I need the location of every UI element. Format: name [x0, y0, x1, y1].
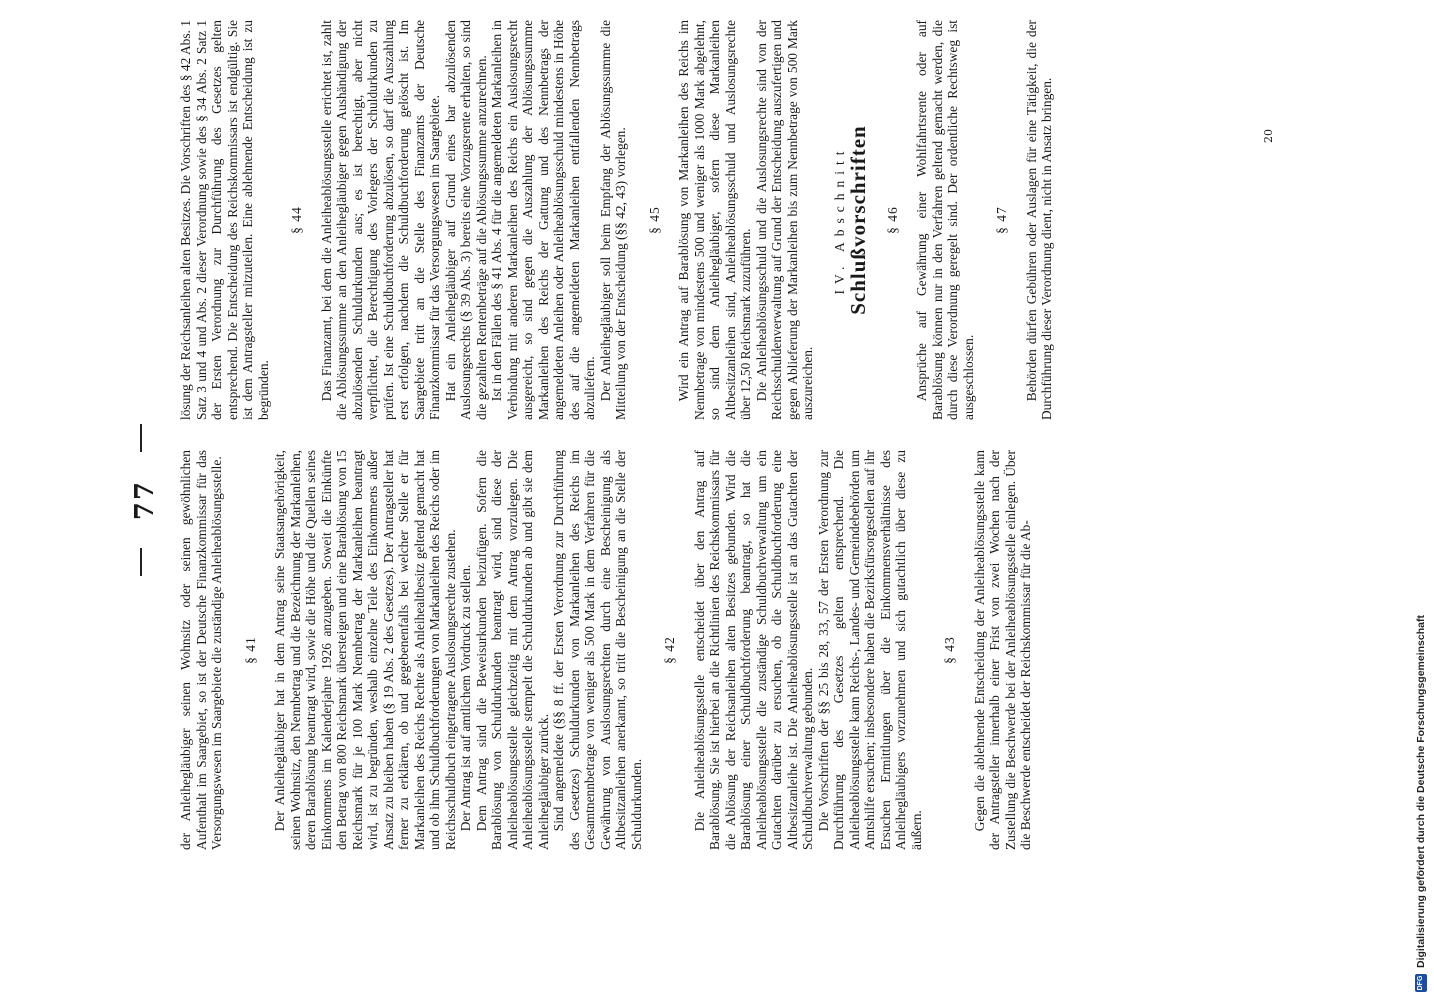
sheet-signature-number: 20 [1262, 129, 1275, 143]
section-42-paragraph-2: Die Vorschriften der §§ 25 bis 28, 33, 57 der Ersten Verordnung zur Durchführung des Gesetzes gelten entsprechend. Die Anleiheablösungsstelle kann Reichs-, Landes- und Gemeindebehörden um Amtshilfe ersuchen; insbesondere haben die Bezirksfürsorgestellen auf ihr Ersuchen Ermittlungen über die Einkommensverhältnisse des Anleihegläubigers vorzunehmen und sich gutachtlich über diese zu äußern. [815, 450, 924, 850]
section-41-paragraph-1: Der Anleihegläubiger hat in dem Antrag seine Staatsangehörigkeit, seinen Wohnsitz, den Nennbetrag und die Bezeichnung der Markanleihen, deren Barablösung beantragt wird, sowie die Höhe und die Quellen seines Einkommens im Kalenderjahre 1926 anzugeben. Soweit die Einkünfte den Betrag von 800 Reichsmark übersteigen und eine Barablösung von 15 Reichsmark für je 100 Mark Nennbetrag der Markanleihen beantragt wird, ist zu begründen, weshalb einzelne Teile des Einkommens außer Ansatz zu bleiben haben (§ 19 Abs. 2 des Gesetzes). Der Antragsteller hat ferner zu erklären, ob und gegebenenfalls bei welcher Stelle er für Markanleihen des Reichs Rechte als Anleihealtbesitz geltend gemacht hat und ob ihm Schuldbuchforderungen von Markanleihen des Reichs oder im Reichsschuldbuch eingetragene Auslosungsrechte zustehen. [272, 450, 458, 850]
dfg-logo-icon: DFG [1415, 974, 1427, 992]
section-47-title: § 47 [994, 206, 1009, 234]
section-43-title: § 43 [942, 636, 957, 664]
section-44-paragraph-1: Das Finanzamt, bei dem die Anleiheablösungsstelle errichtet ist, zahlt die Ablösungssumme an den Anleihegläubiger gegen Aushändigung der abzulösenden Schuldurkunden aus; es ist berechtigt, aber nicht verpflichtet, die Berechtigung des Vorlegers der Schuldurkunden zu prüfen. Ist eine Schuldbuchforderung abzulösen, so darf die Auszahlung erst erfolgen, nachdem die Schuldbuchforderung gelöscht ist. Im Saargebiete tritt an die Stelle des Finanzamts der Deutsche Finanzkommissar für das Versorgungswesen im Saargebiete. [318, 20, 442, 420]
section-41-title: § 41 [242, 636, 258, 664]
page-number: 77 [130, 479, 160, 521]
section-44-paragraph-4: Der Anleihegläubiger soll beim Empfang der Ablösungssumme die Mitteilung von der Entscheidung (§§ 42, 43) vorlegen. [597, 20, 628, 420]
section-41-paragraph-3: Dem Antrag sind die Beweisurkunden beizufügen. Sofern die Barablösung von Schuldurkunden beantragt wird, sind diese der Anleiheablösungsstelle gleichzeitig mit dem Antrag vorzulegen. Die Anleiheablösungsstelle stempelt die Schuldurkunden ab und gibt sie dem Anleihegläubiger zurück. [473, 450, 551, 850]
section-44-paragraph-3: Ist in den Fällen des § 41 Abs. 4 für die angemeldeten Markanleihen in Verbindung mit anderen Markanleihen des Reichs ein Auslosungsrecht ausgereicht, so sind gegen die Auszahlung der Ablösungssumme Markanleihen des Reichs der Gattung und des Nennbetrags der angemeldeten Anleihen oder Anleiheablösungsschuld mindestens in Höhe des auf die angemeldeten Markanleihen entfallenden Nennbetrags abzuliefern. [489, 20, 597, 420]
right-column [178, 20, 1055, 420]
page-number-dash-right [140, 424, 142, 452]
section-41-paragraph-4: Sind angemeldete (§§ 8 ff. der Ersten Verordnung zur Durchführung des Gesetzes) Schuldurkunden von Markanleihen des Reichs im Gesamtnennbetrage von weniger als 500 Mark in dem Verfahren für die Gewährung von Auslosungsrechten durch eine Bescheinigung als Altbesitzanleihen anerkannt, so tritt die Bescheinigung an die Stelle der Schuldurkunden. [551, 450, 644, 850]
page-number-dash-left [140, 548, 142, 576]
section-46-title: § 46 [884, 206, 900, 234]
section-46-paragraph-1: Ansprüche auf Gewährung einer Wohlfahrtsrente oder auf Barablösung können nur in den Verfahren geltend gemacht werden, die durch diese Verordnung geregelt sind. Der ordentliche Rechtsweg ist ausgeschlossen. [914, 20, 976, 420]
section-42-title: § 42 [662, 636, 677, 664]
digitization-credit [1410, 0, 1432, 1000]
section-45-paragraph-1: Wird ein Antrag auf Barablösung von Markanleihen des Reichs im Nennbetrage von mindestens 500 und weniger als 1000 Mark abgelehnt, so sind dem Anleihegläubiger, sofern diese Markanleihen Altbesitzanleihen sind, Anleiheablösungsschuld und Auslosungsrechte über 12,50 Reichsmark zuzuführen. [676, 20, 753, 420]
section-41-paragraph-2: Der Antrag ist auf amtlichem Vordruck zu stellen. [458, 564, 473, 832]
left-column-intro: der Anleihegläubiger seinen Wohnsitz oder seinen gewöhnlichen Aufenthalt im Saargebiet, so ist der Deutsche Finanzkommissar für das Versorgungswesen im Saargebiete die zuständige Anleiheablösungsstelle. [178, 450, 224, 850]
section-44-title: § 44 [289, 206, 304, 234]
part-label: IV. Abschnitt [831, 145, 847, 295]
right-column-intro: lösung der Reichsanleihen alten Besitzes. Die Vorschriften des § 42 Abs. 1 Satz 3 und 4 und Abs. 2 dieser Verordnung sowie des § 34 Abs. 2 Satz 1 der Ersten Verordnung zur Durchführung des Gesetzes gelten entsprechend. Die Entscheidung des Reichskommissars ist endgültig. Sie ist dem Antragsteller mitzuteilen. Eine ablehnende Entscheidung ist zu begründen. [178, 20, 271, 420]
section-47-paragraph-1: Behörden dürfen Gebühren oder Auslagen für eine Tätigkeit, die der Durchführung dieser Verordnung dient, nicht in Ansatz bringen. [1023, 20, 1054, 420]
section-42-paragraph-1: Die Anleiheablösungsstelle entscheidet über den Antrag auf Barablösung. Sie ist hierbei an die Richtlinien des Reichskommissars für die Ablösung der Reichsanleihen alten Besitzes gebunden. Wird die Barablösung einer Schuldbuchforderung beantragt, so hat die Anleiheablösungsstelle die zuständige Schuldbuchverwaltung um ein Gutachten darüber zu ersuchen, ob die Schuldbuchforderung eine Altbesitzanleihe ist. Die Anleiheablösungsstelle ist an das Gutachten der Schuldbuchverwaltung gebunden. [691, 450, 815, 850]
section-45-paragraph-2: Die Anleiheablösungsschuld und die Auslosungsrechte sind von der Reichsschuldenverwaltung auf Grund der Entscheidung auszufertigen und gegen Ablieferung der Markanleihen bis zum Nennbetrage von 500 Mark auszureichen. [753, 20, 815, 420]
left-column [178, 450, 1034, 850]
section-44-paragraph-2: Hat ein Anleihegläubiger auf Grund eines bar abzulösenden Auslosungsrechts (§ 39 Abs. 3) bereits eine Vorzugsrente erhalten, so sind die gezahlten Rentenbeträge auf die Ablösungssumme anzurechnen. [442, 20, 489, 420]
section-45-title: § 45 [646, 206, 662, 234]
section-43-paragraph-1: Gegen die ablehnende Entscheidung der Anleiheablösungsstelle kann der Antragsteller innerhalb einer Frist von zwei Wochen nach der Zustellung die Beschwerde bei der Anleiheablösungsstelle einlegen. Über die Beschwerde entscheidet der Reichskommissar für die Ab- [971, 450, 1033, 850]
digitization-credit-text: Digitalisierung gefördert durch die Deutsche Forschungsgemeinschaft [1415, 615, 1427, 968]
part-heading: Schlußvorschriften [846, 125, 870, 315]
